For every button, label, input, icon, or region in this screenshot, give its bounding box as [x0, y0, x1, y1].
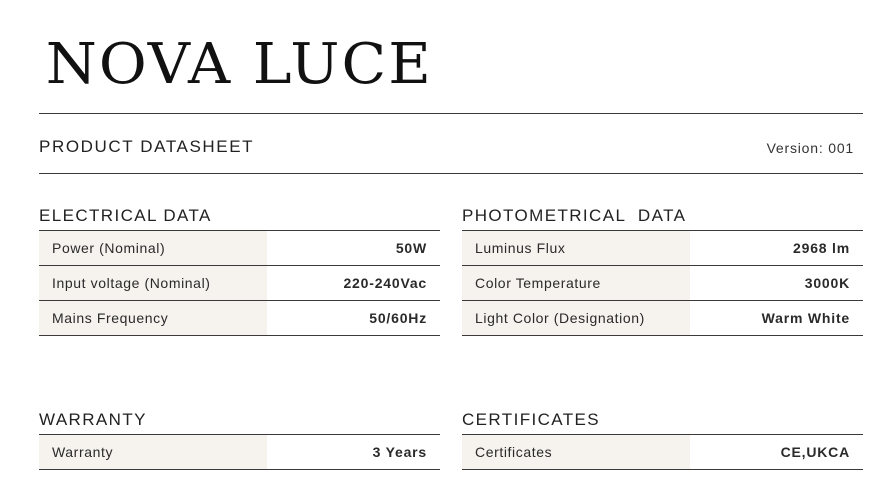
section-title: CERTIFICATES: [462, 410, 601, 429]
certificates-table: [462, 434, 863, 470]
row-label: Luminus Flux: [462, 231, 690, 265]
row-value: 220-240Vac: [343, 275, 427, 291]
section-title: PHOTOMETRICAL DATA: [462, 206, 687, 225]
table-row: [39, 231, 440, 266]
table-row: [462, 435, 863, 470]
version-label: Version: 001: [766, 140, 854, 156]
header-bottom-divider: [39, 173, 863, 174]
electrical-data-section: [39, 206, 440, 336]
row-label: Light Color (Designation): [462, 301, 690, 335]
section-title: WARRANTY: [39, 410, 147, 429]
row-label: Input voltage (Nominal): [39, 266, 267, 300]
row-value: Warm White: [761, 310, 850, 326]
photometrical-data-section: [462, 206, 863, 336]
table-row: [462, 231, 863, 266]
electrical-data-table: [39, 230, 440, 336]
certificates-section: [462, 410, 863, 470]
row-label: Warranty: [39, 435, 267, 469]
row-value: 50W: [395, 240, 427, 256]
row-value: 3000K: [804, 275, 850, 291]
row-value: 50/60Hz: [369, 310, 427, 326]
row-label: Color Temperature: [462, 266, 690, 300]
row-value: 2968 lm: [793, 240, 850, 256]
row-value: CE,UKCA: [780, 444, 850, 460]
header-top-divider: [39, 113, 863, 114]
row-label: Certificates: [462, 435, 690, 469]
section-title: ELECTRICAL DATA: [39, 206, 212, 225]
warranty-table: [39, 434, 440, 470]
table-row: [39, 301, 440, 336]
row-label: Mains Frequency: [39, 301, 267, 335]
table-row: [462, 266, 863, 301]
table-row: [462, 301, 863, 336]
document-title: PRODUCT DATASHEET: [39, 137, 255, 156]
row-value: 3 Years: [372, 444, 427, 460]
brand-logo: [39, 30, 459, 90]
table-row: [39, 266, 440, 301]
brand-logo-text: NOVA LUCE: [45, 32, 433, 90]
row-label: Power (Nominal): [39, 231, 267, 265]
photometrical-data-table: [462, 230, 863, 336]
table-row: [39, 435, 440, 470]
warranty-section: [39, 410, 440, 470]
